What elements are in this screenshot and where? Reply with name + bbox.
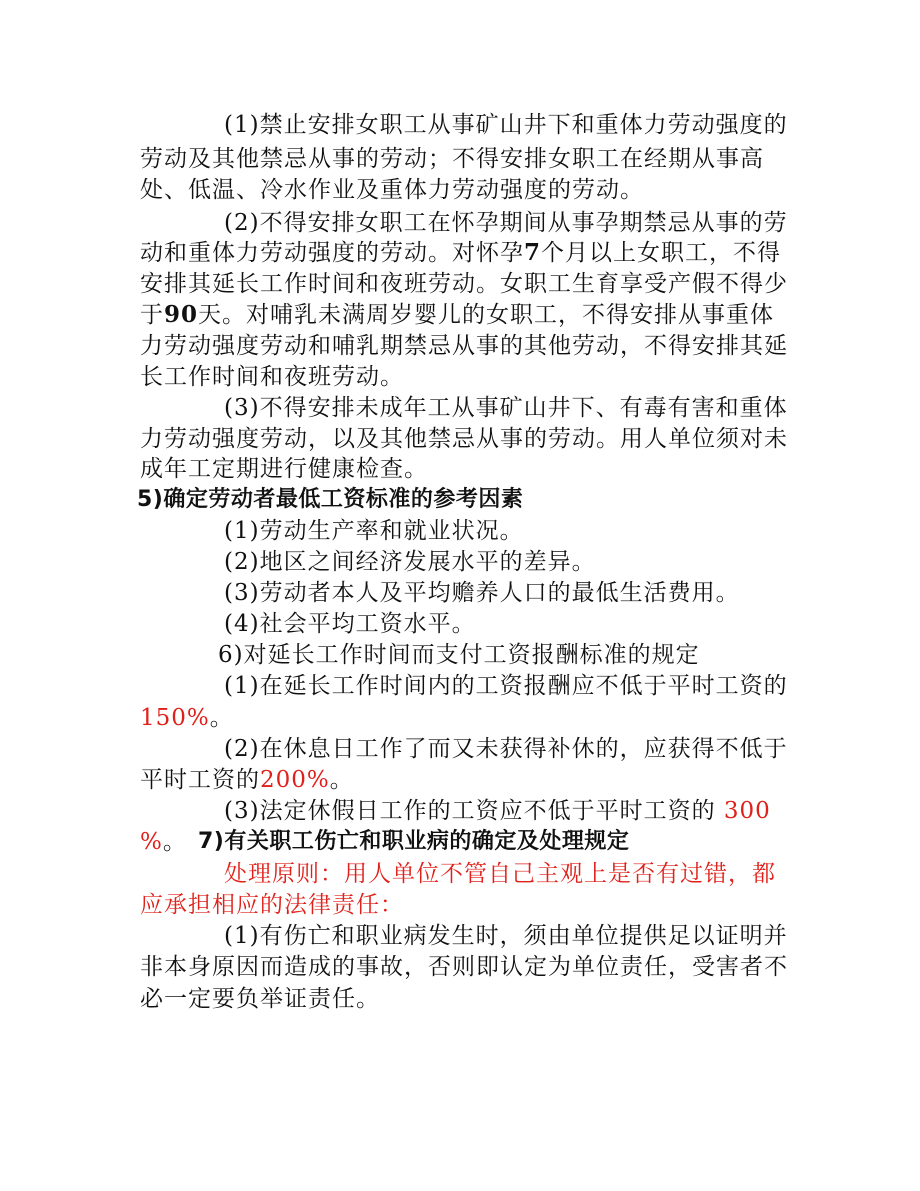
- percentage-200: 200%: [260, 767, 330, 793]
- list-item: (3)劳动者本人及平均赡养人口的最低生活费用。: [224, 580, 740, 606]
- percentage-300: 300: [723, 798, 771, 824]
- list-item: (3)法定休假日工作的工资应不低于平时工资的 300: [224, 798, 771, 824]
- paragraph-line: 劳动及其他禁忌从事的劳动；不得安排女职工在经期从事高: [140, 146, 764, 172]
- paragraph-line: 成年工定期进行健康检查。: [140, 456, 428, 482]
- paragraph-line: 必一定要负举证责任。: [140, 986, 380, 1012]
- paragraph-line: 于90天。对哺乳未满周岁婴儿的女职工，不得安排从事重体: [140, 301, 775, 328]
- list-item-continued: %。: [140, 829, 187, 855]
- paragraph-line: 长工作时间和夜班劳动。: [140, 364, 404, 390]
- section-heading: 6)对延长工作时间而支付工资报酬标准的规定: [218, 642, 700, 668]
- months-number: 7: [524, 239, 542, 266]
- list-item: (2)在休息日工作了而又未获得补休的，应获得不低于: [224, 736, 788, 762]
- paragraph-line: 安排其延长工作时间和夜班劳动。女职工生育享受产假不得少: [140, 271, 788, 297]
- list-item: (4)社会平均工资水平。: [224, 611, 476, 637]
- paragraph-line: (1)禁止安排女职工从事矿山井下和重体力劳动强度的: [224, 112, 788, 138]
- principle-line: 应承担相应的法律责任：: [140, 892, 404, 918]
- paragraph-line: 处、低温、冷水作业及重体力劳动强度的劳动。: [140, 177, 644, 203]
- section-heading: 7)有关职工伤亡和职业病的确定及处理规定: [198, 829, 630, 854]
- list-item: (2)地区之间经济发展水平的差异。: [224, 549, 596, 575]
- paragraph-line: 力劳动强度劳动和哺乳期禁忌从事的其他劳动，不得安排其延: [140, 333, 788, 359]
- section-heading: 5)确定劳动者最低工资标准的参考因素: [137, 487, 524, 512]
- list-item: (1)劳动生产率和就业状况。: [224, 518, 524, 544]
- paragraph-line: 非本身原因而造成的事故，否则即认定为单位责任，受害者不: [140, 954, 788, 980]
- paragraph-line: (2)不得安排女职工在怀孕期间从事孕期禁忌从事的劳: [224, 210, 788, 236]
- paragraph-line: 力劳动强度劳动，以及其他禁忌从事的劳动。用人单位须对未: [140, 426, 788, 452]
- paragraph-line: 动和重体力劳动强度的劳动。对怀孕7个月以上女职工，不得: [140, 239, 782, 266]
- paragraph-line: (3)不得安排未成年工从事矿山井下、有毒有害和重体: [224, 395, 788, 421]
- percentage-150: 150%: [140, 705, 210, 731]
- principle-line: 处理原则：用人单位不管自己主观上是否有过错，都: [224, 861, 776, 887]
- list-item-continued: 150%。: [140, 705, 234, 731]
- days-number: 90: [164, 301, 199, 328]
- paragraph-line: (1)有伤亡和职业病发生时，须由单位提供足以证明并: [224, 923, 788, 949]
- list-item: (1)在延长工作时间内的工资报酬应不低于平时工资的: [224, 673, 788, 699]
- list-item-continued: 平时工资的200%。: [140, 767, 354, 793]
